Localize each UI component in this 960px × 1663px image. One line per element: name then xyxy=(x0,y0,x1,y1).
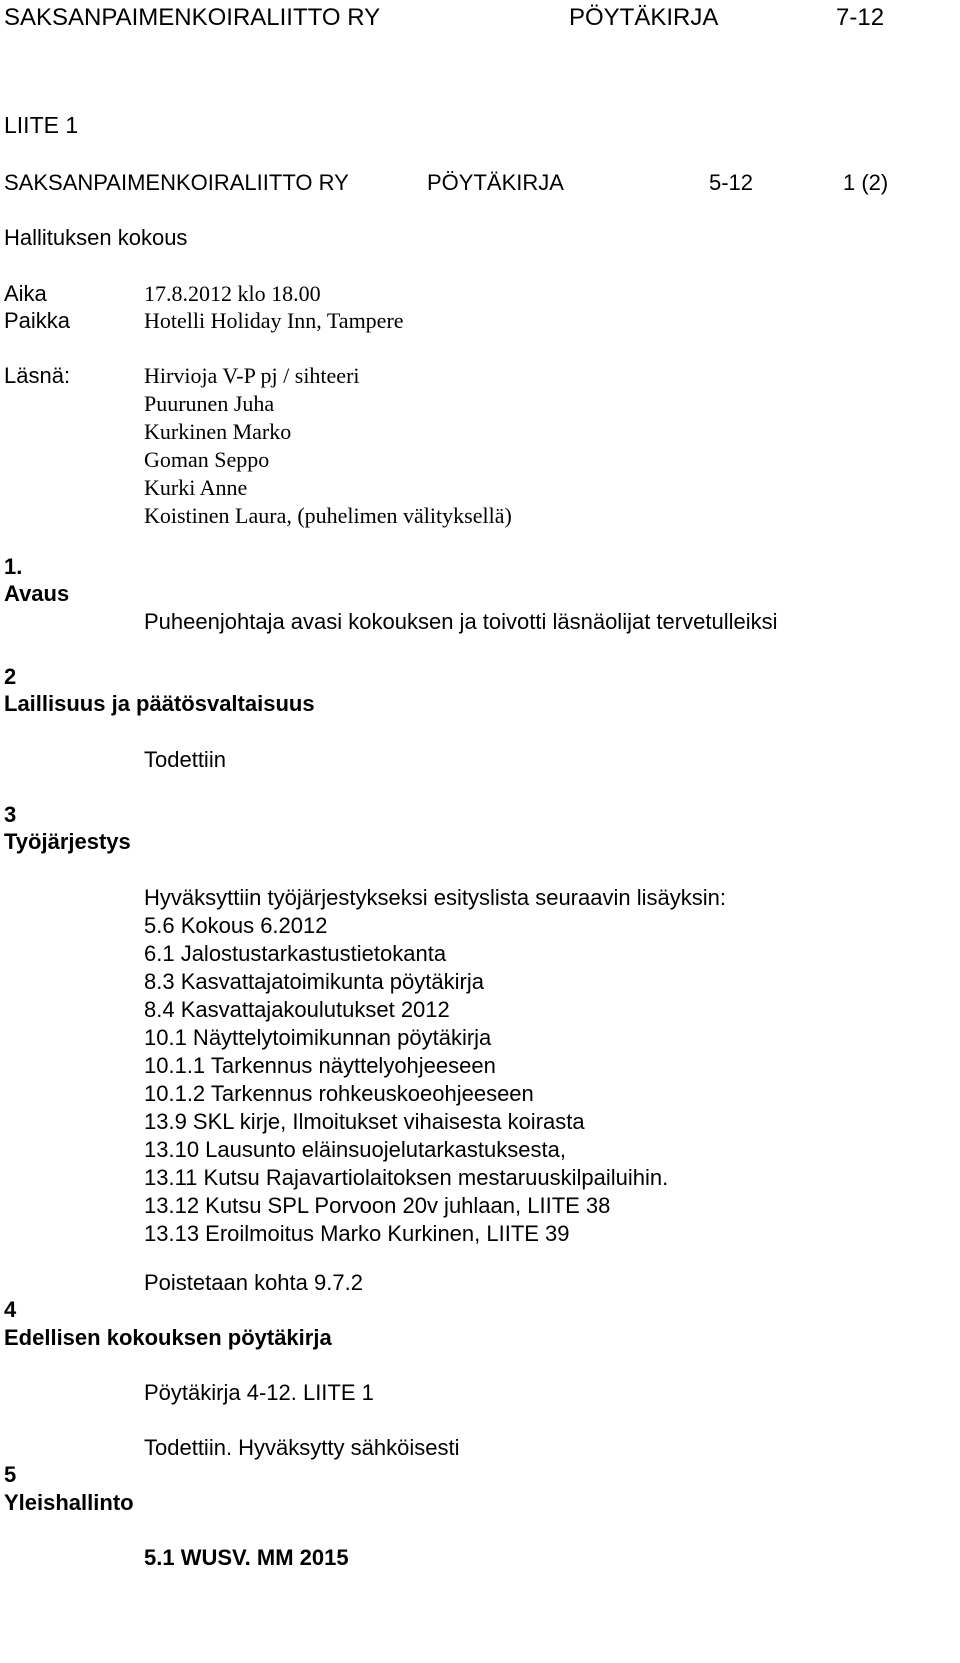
section-1-body: Puheenjohtaja avasi kokouksen ja toivotti läsnäolijat tervetulleiksi xyxy=(144,609,778,634)
section-4-body-1: Pöytäkirja 4-12. LIITE 1 xyxy=(144,1380,374,1405)
agenda-item: 8.3 Kasvattajatoimikunta pöytäkirja xyxy=(144,969,484,994)
section-5-sub: 5.1 WUSV. MM 2015 xyxy=(144,1545,349,1570)
agenda-item: 13.10 Lausunto eläinsuojelutarkastuksesta, xyxy=(144,1137,566,1162)
place-value: Hotelli Holiday Inn, Tampere xyxy=(144,308,404,333)
attachment-doc-type: PÖYTÄKIRJA xyxy=(427,170,564,195)
present-person: Kurki Anne xyxy=(144,475,248,500)
section-3-intro: Hyväksyttiin työjärjestykseksi esityslista seuraavin lisäyksin: xyxy=(144,885,726,910)
attachment-title: LIITE 1 xyxy=(4,112,79,138)
agenda-item: 13.11 Kutsu Rajavartiolaitoksen mestaruuskilpailuihin. xyxy=(144,1165,669,1190)
agenda-item: 13.12 Kutsu SPL Porvoon 20v juhlaan, LIITE 38 xyxy=(144,1193,611,1218)
present-person: Puurunen Juha xyxy=(144,391,275,416)
meeting-name: Hallituksen kokous xyxy=(4,225,188,250)
agenda-item: 13.13 Eroilmoitus Marko Kurkinen, LIITE 39 xyxy=(144,1221,570,1246)
agenda-item: 10.1.1 Tarkennus näyttelyohjeeseen xyxy=(144,1053,496,1078)
agenda-item: 13.9 SKL kirje, Ilmoitukset vihaisesta koirasta xyxy=(144,1109,585,1134)
agenda-item: 5.6 Kokous 6.2012 xyxy=(144,913,328,938)
present-list xyxy=(144,362,512,530)
agenda-item: 8.4 Kasvattajakoulutukset 2012 xyxy=(144,997,450,1022)
section-2-number: 2 xyxy=(4,664,17,689)
section-2-title: Laillisuus ja päätösvaltaisuus xyxy=(4,691,315,716)
present-person: Hirvioja V-P pj / sihteeri xyxy=(144,363,360,388)
section-3-number: 3 xyxy=(4,802,17,827)
time-value: 17.8.2012 klo 18.00 xyxy=(144,281,321,306)
agenda-item: 10.1.2 Tarkennus rohkeuskoeohjeeseen xyxy=(144,1081,534,1106)
section-3-removed: Poistetaan kohta 9.7.2 xyxy=(144,1270,363,1295)
attachment-page: 1 (2) xyxy=(843,170,889,195)
attachment-doc-number: 5-12 xyxy=(709,170,754,195)
present-person: Goman Seppo xyxy=(144,447,270,472)
present-person: Kurkinen Marko xyxy=(144,419,292,444)
section-1-title: Avaus xyxy=(4,581,70,606)
section-3-list xyxy=(144,884,726,1248)
section-2-body: Todettiin xyxy=(144,747,226,772)
place-label: Paikka xyxy=(4,308,71,333)
present-person: Koistinen Laura, (puhelimen välityksellä) xyxy=(144,503,512,528)
section-5-title: Yleishallinto xyxy=(4,1490,134,1515)
header-doc-type: PÖYTÄKIRJA xyxy=(569,4,719,31)
agenda-item: 6.1 Jalostustarkastustietokanta xyxy=(144,941,447,966)
section-4-title: Edellisen kokouksen pöytäkirja xyxy=(4,1325,332,1350)
section-3-title: Työjärjestys xyxy=(4,829,131,854)
section-1-number: 1. xyxy=(4,554,23,579)
section-4-body-2: Todettiin. Hyväksytty sähköisesti xyxy=(144,1435,460,1460)
attachment-org: SAKSANPAIMENKOIRALIITTO RY xyxy=(4,170,349,195)
section-4-number: 4 xyxy=(4,1297,17,1322)
header-org: SAKSANPAIMENKOIRALIITTO RY xyxy=(4,4,381,31)
section-5-number: 5 xyxy=(4,1462,17,1487)
header-doc-number: 7-12 xyxy=(836,4,885,31)
present-label: Läsnä: xyxy=(4,363,71,388)
agenda-item: 10.1 Näyttelytoimikunnan pöytäkirja xyxy=(144,1025,492,1050)
time-label: Aika xyxy=(4,281,47,306)
